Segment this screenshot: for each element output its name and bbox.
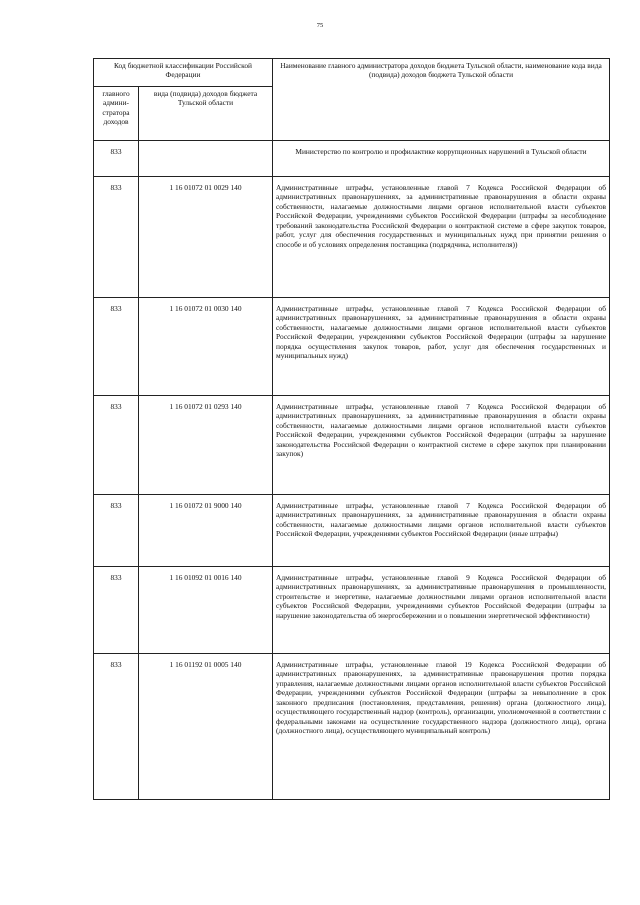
income-code-cell: 1 16 01072 01 0293 140 [139,396,273,495]
description-cell: Административные штрафы, установленные главой 7 Кодекса Российской Федерации об административных правонарушениях, за административные правонарушения в области охраны собственности, налагаемые должностными лицами органов исполнительной власти субъектов Российской Федерации, учреждениями субъектов Российской Федерации (иные штрафы) [273,495,610,567]
budget-classification-table [93,58,610,800]
admin-code-cell: 833 [94,177,139,298]
income-code-cell: 1 16 01192 01 0005 140 [139,654,273,800]
table-row [94,396,610,495]
page-number: 75 [316,22,324,29]
income-code-cell: 1 16 01072 01 9000 140 [139,495,273,567]
table-row [94,654,610,800]
admin-code-cell: 833 [94,141,139,177]
header-admin-column: главного админи-стратора доходов [94,87,139,141]
description-cell: Административные штрафы, установленные главой 7 Кодекса Российской Федерации об административных правонарушениях, за административные правонарушения в области охраны собственности, налагаемые должностными лицами органов исполнительной власти субъектов Российской Федерации, учреждениями субъектов Российской Федерации (штрафы за несоблюдение требований законодательства Российской Федерации о контрактной системе в сфере закупок товаров, работ, услуг для обеспечения государственных и муниципальных нужд при принятии решения о способе и об условиях определения поставщика (подрядчика, исполнителя)) [273,177,610,298]
table-row [94,141,610,177]
description-cell: Административные штрафы, установленные главой 9 Кодекса Российской Федерации об административных правонарушениях, за административные правонарушения в промышленности, строительстве и энергетике, налагаемые должностными лицами органов исполнительной власти субъектов Российской Федерации, учреждениями субъектов Российской Федерации (штрафы за нарушение законодательства об энергосбережении и о повышении энергетической эффективности) [273,567,610,654]
table-row [94,567,610,654]
admin-code-cell: 833 [94,298,139,396]
admin-code-cell: 833 [94,567,139,654]
header-name-group: Наименование главного администратора доходов бюджета Тульской области, наименование кода вида (подвида) доходов бюджета Тульской области [273,59,610,141]
income-code-cell [139,141,273,177]
table-header-row [94,59,610,87]
table-row [94,298,610,396]
ministry-title-cell: Министерство по контролю и профилактике коррупционных нарушений в Тульской области [273,141,610,177]
description-cell: Административные штрафы, установленные главой 19 Кодекса Российской Федерации об административных правонарушениях, за административные правонарушения против порядка управления, налагаемые должностными лицами органов исполнительной власти субъектов Российской Федерации, учреждениями субъектов Российской Федерации (штрафы за невыполнение в срок законного предписания (постановления, представления, решения) органа (должностного лица), осуществляющего государственный надзор (контроль), организации, уполномоченной в соответствии с федеральными законами на осуществление государственного надзора (должностного лица), органа (должностного лица), осуществляющего муниципальный контроль) [273,654,610,800]
income-code-cell: 1 16 01072 01 0029 140 [139,177,273,298]
admin-code-cell: 833 [94,654,139,800]
header-code-group: Код бюджетной классификации Российской Федерации [94,59,273,87]
table-row [94,495,610,567]
income-code-cell: 1 16 01072 01 0030 140 [139,298,273,396]
table-row [94,177,610,298]
admin-code-cell: 833 [94,396,139,495]
income-code-cell: 1 16 01092 01 0016 140 [139,567,273,654]
admin-code-cell: 833 [94,495,139,567]
description-cell: Административные штрафы, установленные главой 7 Кодекса Российской Федерации об административных правонарушениях, за административные правонарушения в области охраны собственности, налагаемые должностными лицами органов исполнительной власти субъектов Российской Федерации, учреждениями субъектов Российской Федерации (штрафы за нарушение законодательства Российской Федерации о контрактной системе в сфере закупок при планировании закупок) [273,396,610,495]
description-cell: Административные штрафы, установленные главой 7 Кодекса Российской Федерации об административных правонарушениях, за административные правонарушения в области охраны собственности, налагаемые должностными лицами органов исполнительной власти субъектов Российской Федерации, учреждениями субъектов Российской Федерации (штрафы за нарушение порядка осуществления закупок товаров, работ, услуг для обеспечения государственных и муниципальных нужд) [273,298,610,396]
header-income-column: вида (подвида) доходов бюджета Тульской области [139,87,273,141]
